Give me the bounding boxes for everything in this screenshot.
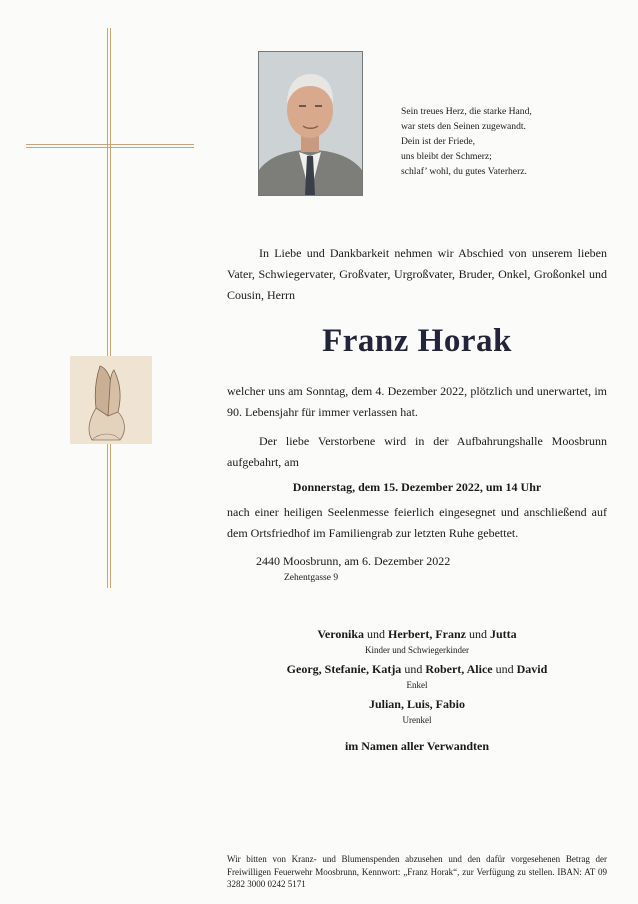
poem-line: uns bleibt der Schmerz; xyxy=(401,151,492,162)
great-grandchildren-label: Urenkel xyxy=(402,715,432,725)
grandchildren-label: Enkel xyxy=(406,680,428,690)
name-group: Herbert, Franz xyxy=(388,627,466,641)
praying-hands-image xyxy=(70,356,152,444)
name-group: Veronika xyxy=(317,627,365,641)
street-address: Zehentgasse 9 xyxy=(284,573,339,583)
poem-line: war stets den Seinen zugewandt. xyxy=(401,121,526,132)
passing-text: welcher uns am Sonntag, dem 4. Dezember 2022, plötzlich und unerwartet, im 90. Lebensjahr für immer verlassen hat. xyxy=(227,384,607,419)
poem-line: schlaf’ wohl, du gutes Vaterherz. xyxy=(401,166,527,177)
great-grandchildren-names: Julian, Luis, Fabio xyxy=(368,697,466,711)
children-names xyxy=(227,627,607,641)
poem-line: Sein treues Herz, die starke Hand, xyxy=(401,106,532,117)
conjunction: und xyxy=(495,662,514,676)
poem xyxy=(401,104,532,179)
portrait-photo xyxy=(258,51,363,196)
laid-out-text: Der liebe Verstorbene wird in der Aufbahrungshalle Moosbrunn aufgebahrt, am xyxy=(227,434,607,469)
grandchildren-names xyxy=(227,662,607,676)
place-date: 2440 Moosbrunn, am 6. Dezember 2022 xyxy=(256,554,451,568)
funeral-date: Donnerstag, dem 15. Dezember 2022, um 14 Uhr xyxy=(292,480,542,494)
burial-text: nach einer heiligen Seelenmesse feierlich eingesegnet und anschließend auf dem Ortsfriedhof im Familiengrab zur letzten Ruhe gebettet. xyxy=(227,505,607,540)
name-group: Georg, Stefanie, Katja xyxy=(286,662,402,676)
children-label: Kinder und Schwiegerkinder xyxy=(365,645,469,655)
conjunction: und xyxy=(468,627,487,641)
all-relatives: im Namen aller Verwandten xyxy=(344,739,490,753)
conjunction: und xyxy=(404,662,423,676)
conjunction: und xyxy=(367,627,386,641)
cross-vertical xyxy=(107,28,111,588)
cross-horizontal xyxy=(26,144,194,148)
name-group: Robert, Alice xyxy=(425,662,493,676)
name-group: Jutta xyxy=(489,627,517,641)
name-group: David xyxy=(516,662,548,676)
poem-line: Dein ist der Friede, xyxy=(401,136,476,147)
deceased-name: Franz Horak xyxy=(322,323,512,359)
intro-text: In Liebe und Dankbarkeit nehmen wir Abschied von unserem lieben Vater, Schwiegervater, Großvater, Urgroßvater, Bruder, Onkel, Großonkel und Cousin, Herrn xyxy=(227,246,607,302)
donation-note: Wir bitten von Kranz- und Blumenspenden abzusehen und den dafür vorgesehenen Betrag der Freiwilligen Feuerwehr Moosbrunn, Kennwort: „Franz Horak“, zur Verfügung zu stellen. IBAN: AT 09 3282 3000 0242 5171 xyxy=(227,854,607,889)
